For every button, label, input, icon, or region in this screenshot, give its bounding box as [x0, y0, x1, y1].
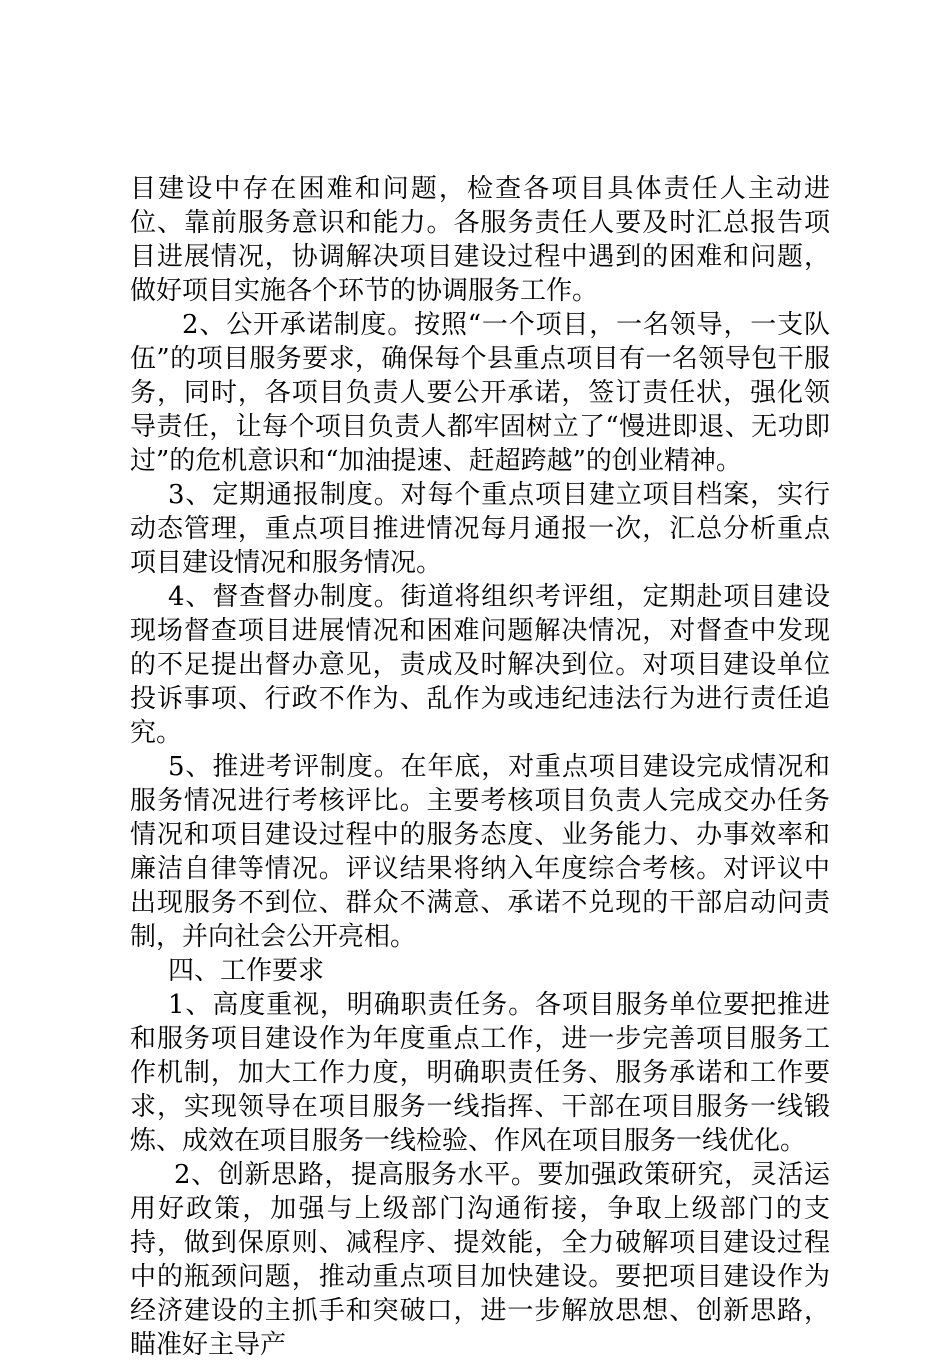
paragraph-regular-reporting: 3、定期通报制度。对每个重点项目建立项目档案，实行动态管理，重点项目推进情况每月通报一次，汇总分析重点项目建设情况和服务情况。: [130, 480, 830, 578]
paragraph-high-attention: 1、高度重视，明确职责任务。各项目服务单位要把推进和服务项目建设作为年度重点工作，进一步完善项目服务工作机制，加大工作力度，明确职责任务、服务承诺和工作要求，实现领导在项目服务一线指挥、干部在项目服务一线锻炼、成效在项目服务一线检验、作风在项目服务一线优化。: [130, 990, 830, 1156]
section-heading-work-requirements: 四、工作要求: [168, 956, 325, 986]
document-page: [130, 172, 830, 1362]
paragraph-continuation: 目建设中存在困难和问题，检查各项目具体责任人主动进位、靠前服务意识和能力。各服务责任人要及时汇总报告项目进展情况，协调解决项目建设过程中遇到的困难和问题，做好项目实施各个环节的协调服务工作。: [130, 174, 830, 306]
paragraph-innovation: 2、创新思路，提高服务水平。要加强政策研究，灵活运用好政策，加强与上级部门沟通衔接，争取上级部门的支持，做到保原则、减程序、提效能，全力破解项目建设过程中的瓶颈问题，推动重点项目加快建设。要把项目建设作为经济建设的主抓手和突破口，进一步解放思想、创新思路，瞄准好主导产: [130, 1160, 830, 1360]
paragraph-public-commitment: 2、公开承诺制度。按照“一个项目，一名领导，一支队伍”的项目服务要求，确保每个县重点项目有一名领导包干服务，同时，各项目负责人要公开承诺，签订责任状，强化领导责任，让每个项目负责人都牢固树立了“慢进即退、无功即过”的危机意识和“加油提速、赶超跨越”的创业精神。: [130, 310, 830, 476]
paragraph-supervision: 4、督查督办制度。街道将组织考评组，定期赴项目建设现场督查项目进展情况和困难问题解决情况，对督查中发现的不足提出督办意见，责成及时解决到位。对项目建设单位投诉事项、行政不作为、乱作为或违纪违法行为进行责任追究。: [130, 582, 830, 748]
paragraph-evaluation: 5、推进考评制度。在年底，对重点项目建设完成情况和服务情况进行考核评比。主要考核项目负责人完成交办任务情况和项目建设过程中的服务态度、业务能力、办事效率和廉洁自律等情况。评议结果将纳入年度综合考核。对评议中出现服务不到位、群众不满意、承诺不兑现的干部启动问责制，并向社会公开亮相。: [130, 752, 830, 952]
